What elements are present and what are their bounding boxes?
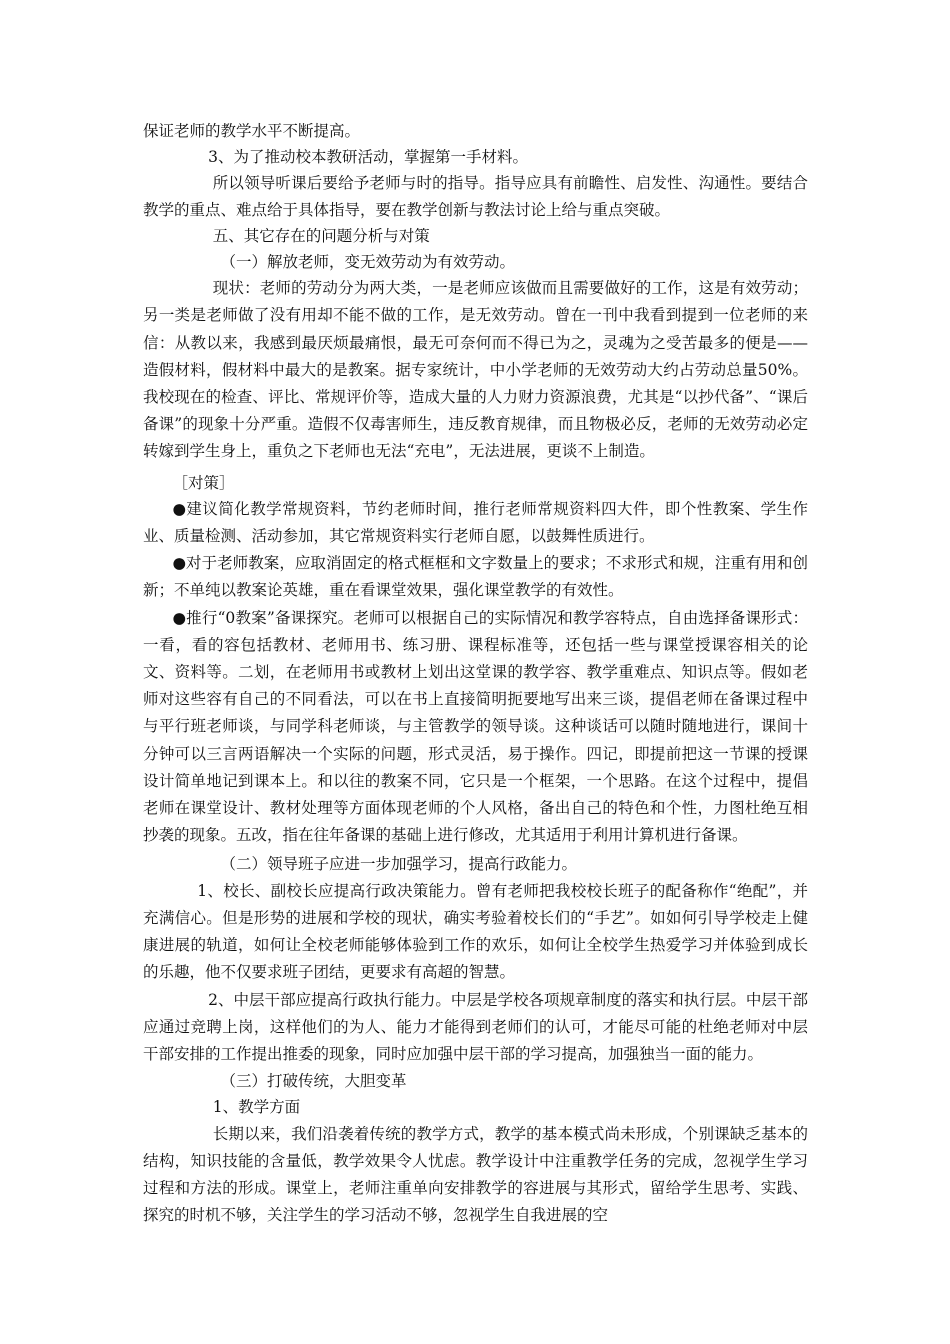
bullet-simplify-materials: ●建议简化教学常规资料，节约老师时间，推行老师常规资料四大件，即个性教案、学生作业、质量检测、活动参加，其它常规资料实行老师自愿，以鼓舞性质进行。 [143, 499, 808, 546]
paragraph-middle-management: 2、中层干部应提高行政执行能力。中层是学校各项规章制度的落实和执行层。中层干部应通过竞聘上岗，这样他们的为人、能力才能得到老师们的认可，才能尽可能的杜绝老师对中层干部安排的工作提出推委的现象，同时应加强中层干部的学习提高，加强独当一面的能力。 [143, 990, 808, 1063]
paragraph-continuation: 保证老师的教学水平不断提高。 [143, 122, 361, 140]
subheading-one: （一）解放老师，变无效劳动为有效劳动。 [220, 253, 516, 272]
paragraph-guidance: 所以领导听课后要给予老师与时的指导。指导应具有前瞻性、启发性、沟通性。要结合教学的重点、难点给于具体指导，要在教学创新与教法讨论上给与重点突破。 [143, 174, 808, 219]
paragraph-principal-decision: 1、校长、副校长应提高行政决策能力。曾有老师把我校校长班子的配备称作“绝配”，并充满信心。但是形势的进展和学校的现状，确实考验着校长们的“手艺”。如如何引导学校走上健康进展的轨道，如何让全校老师能够体验到工作的欢乐，如何让全校学生热爱学习并体验到成长的乐趣，他不仅要求班子团结，更要求有高超的智慧。 [143, 881, 808, 982]
subheading-two: （二）领导班子应进一步加强学习，提高行政能力。 [220, 855, 578, 874]
countermeasure-label: ［对策］ [172, 473, 235, 492]
paragraph-status: 现状：老师的劳动分为两大类，一是老师应该做而且需要做好的工作，这是有效劳动；另一类是老师做了没有用却不能不做的工作，是无效劳动。曾在一刊中我看到提到一位老师的来信：从教以来，我感到最厌烦最痛恨，最无可奈何而不得已为之，灵魂为之受苦最多的便是——造假材料，假材料中最大的是教案。据专家统计，中小学老师的无效劳动大约占劳动总量50%。我校现在的检查、评比、常规评价等，造成大量的人力财力资源浪费，尤其是“以抄代备”、“课后备课”的现象十分严重。造假不仅毒害师生，违反教育规律，而且物极必反，老师的无效劳动必定转嫁到学生身上，重负之下老师也无法“充电”，无法进展，更谈不上制造。 [143, 279, 808, 461]
document-page [143, 118, 808, 1229]
bullet-lesson-plans: ●对于老师教案，应取消固定的格式框框和文字数量上的要求；不求形式和规，注重有用和创新；不单纯以教案论英雄，重在看课堂效果，强化课堂教学的有效性。 [143, 554, 808, 600]
section-heading-five: 五、其它存在的问题分析与对策 [212, 226, 430, 245]
bullet-zero-lesson-plan: ●推行“0教案”备课探究。老师可以根据自己的实际情况和教学容特点，自由选择备课形式：一看，看的容包括教材、老师用书、练习册、课程标准等，还包括一些与课堂授课容相关的论文、资料等。二划，在老师用书或教材上划出这堂课的教学容、教学重难点、知识点等。假如老师对这些容有自己的不同看法，可以在书上直接简明扼要地写出来三谈，提倡老师在备课过程中与平行班老师谈，与同学科老师谈，与主管教学的领导谈。这种谈话可以随时随地进行，课间十分钟可以三言两语解决一个实际的问题，形式灵活，易于操作。四记，即提前把这一节课的授课设计简单地记到课本上。和以往的教案不同，它只是一个框架，一个思路。在这个过程中，提倡老师在课堂设计、教材处理等方面体现老师的个人风格，备出自己的特色和个性，力图杜绝互相抄袭的现象。五改，指在往年备课的基础上进行修改，尤其适用于利用计算机进行备课。 [143, 608, 808, 845]
subheading-teaching: 1、教学方面 [212, 1098, 301, 1117]
paragraph-item-3: 3、为了推动校本教研活动，掌握第一手材料。 [208, 148, 528, 167]
subheading-three: （三）打破传统，大胆变革 [220, 1072, 407, 1091]
paragraph-teaching-issues: 长期以来，我们沿袭着传统的教学方式，教学的基本模式尚未形成，个别课缺乏基本的结构，知识技能的含量低，教学效果令人忧虑。教学设计中注重教学任务的完成，忽视学生学习过程和方法的形成。课堂上，老师注重单向安排教学的容进展与其形式，留给学生思考、实践、探究的时机不够，关注学生的学习活动不够，忽视学生自我进展的空 [143, 1124, 808, 1225]
